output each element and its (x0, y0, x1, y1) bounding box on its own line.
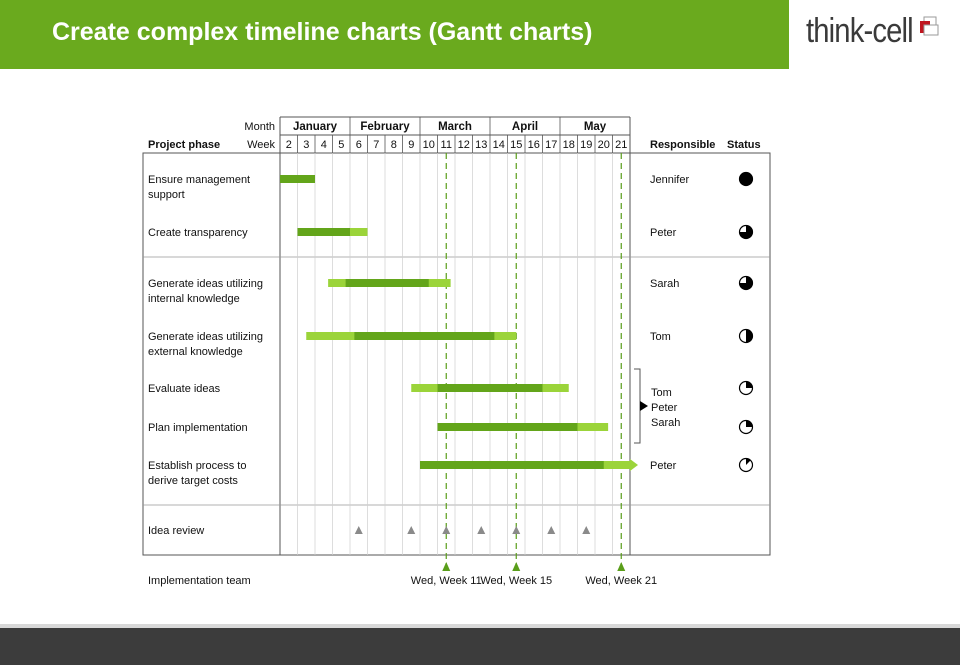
week-label: 6 (355, 139, 362, 151)
week-label: 4 (320, 139, 327, 151)
week-label: 7 (373, 139, 380, 151)
responsible-name: Peter (650, 227, 677, 239)
responsible-name: Tom (650, 331, 671, 343)
task-label: derive target costs (148, 475, 238, 487)
week-label: 16 (527, 139, 540, 151)
responsible-header: Responsible (650, 139, 716, 151)
week-label: 19 (580, 139, 593, 151)
week-label: 10 (422, 139, 435, 151)
responsible-name: Jennifer (650, 174, 690, 186)
milestone-marker (442, 562, 450, 571)
week-label: 3 (303, 139, 310, 151)
task-bar-dark (354, 332, 494, 340)
group-bracket (634, 369, 640, 443)
week-label: 15 (510, 139, 523, 151)
idea-review-marker (442, 526, 450, 534)
milestone-label: Wed, Week 11 (410, 575, 482, 587)
task-bar-dark (438, 384, 543, 392)
month-label: February (360, 121, 410, 133)
week-label: 8 (390, 139, 397, 151)
task-bar-arrow (630, 459, 638, 471)
week-label: 2 (285, 139, 292, 151)
group-responsible-name: Sarah (651, 417, 681, 429)
task-bar-dark (420, 461, 604, 469)
week-label: 21 (615, 139, 628, 151)
task-bar-dark (280, 175, 315, 183)
week-label: 5 (338, 139, 345, 151)
task-label: Generate ideas utilizing (148, 278, 263, 290)
implementation-team-label: Implementation team (148, 575, 251, 587)
milestone-label: Wed, Week 21 (585, 575, 658, 587)
idea-review-marker (512, 526, 520, 534)
task-label: internal knowledge (148, 293, 240, 305)
task-bar-dark (438, 423, 578, 431)
group-bracket-arrow (640, 401, 648, 411)
status-header: Status (727, 139, 761, 151)
task-bar-dark (346, 279, 429, 287)
week-label: 20 (597, 139, 610, 151)
task-label: Plan implementation (148, 422, 248, 434)
group-responsible-name: Tom (651, 387, 672, 399)
logo-text: think-cell (806, 12, 913, 50)
week-label: 14 (492, 139, 505, 151)
footer-bar (0, 628, 960, 665)
month-label: April (511, 121, 539, 133)
month-label: March (438, 121, 472, 133)
responsible-name: Sarah (650, 278, 680, 290)
task-label: Generate ideas utilizing (148, 331, 263, 343)
group-responsible-name: Peter (651, 402, 678, 414)
status-pie-fill (746, 382, 753, 389)
task-label: Establish process to (148, 460, 247, 472)
milestone-marker (512, 562, 520, 571)
month-row-label: Month (244, 121, 275, 133)
month-label: May (583, 121, 607, 133)
idea-review-marker (407, 526, 415, 534)
week-label: 9 (408, 139, 415, 151)
idea-review-marker (547, 526, 555, 534)
idea-review-marker (355, 526, 363, 534)
week-label: 18 (562, 139, 575, 151)
slide-title: Create complex timeline charts (Gantt charts) (52, 18, 593, 46)
idea-review-marker (582, 526, 590, 534)
task-label: external knowledge (148, 346, 243, 358)
milestone-marker (617, 562, 625, 571)
task-label: support (148, 189, 185, 201)
week-row-label: Week (247, 139, 275, 151)
milestone-label: Wed, Week 15 (480, 575, 553, 587)
idea-review-marker (477, 526, 485, 534)
task-label: Ensure management (148, 174, 251, 186)
status-pie-fill (740, 173, 753, 186)
task-label: Evaluate ideas (148, 383, 221, 395)
status-pie-fill (746, 330, 753, 343)
task-label: Create transparency (148, 227, 248, 239)
week-label: 12 (457, 139, 470, 151)
idea-review-label: Idea review (148, 525, 205, 537)
project-phase-header: Project phase (148, 139, 221, 151)
week-label: 11 (440, 139, 452, 151)
task-bar-dark (298, 228, 351, 236)
responsible-name: Peter (650, 460, 677, 472)
week-label: 13 (475, 139, 488, 151)
status-pie-fill (746, 421, 753, 428)
week-label: 17 (545, 139, 558, 151)
month-label: January (292, 121, 338, 133)
